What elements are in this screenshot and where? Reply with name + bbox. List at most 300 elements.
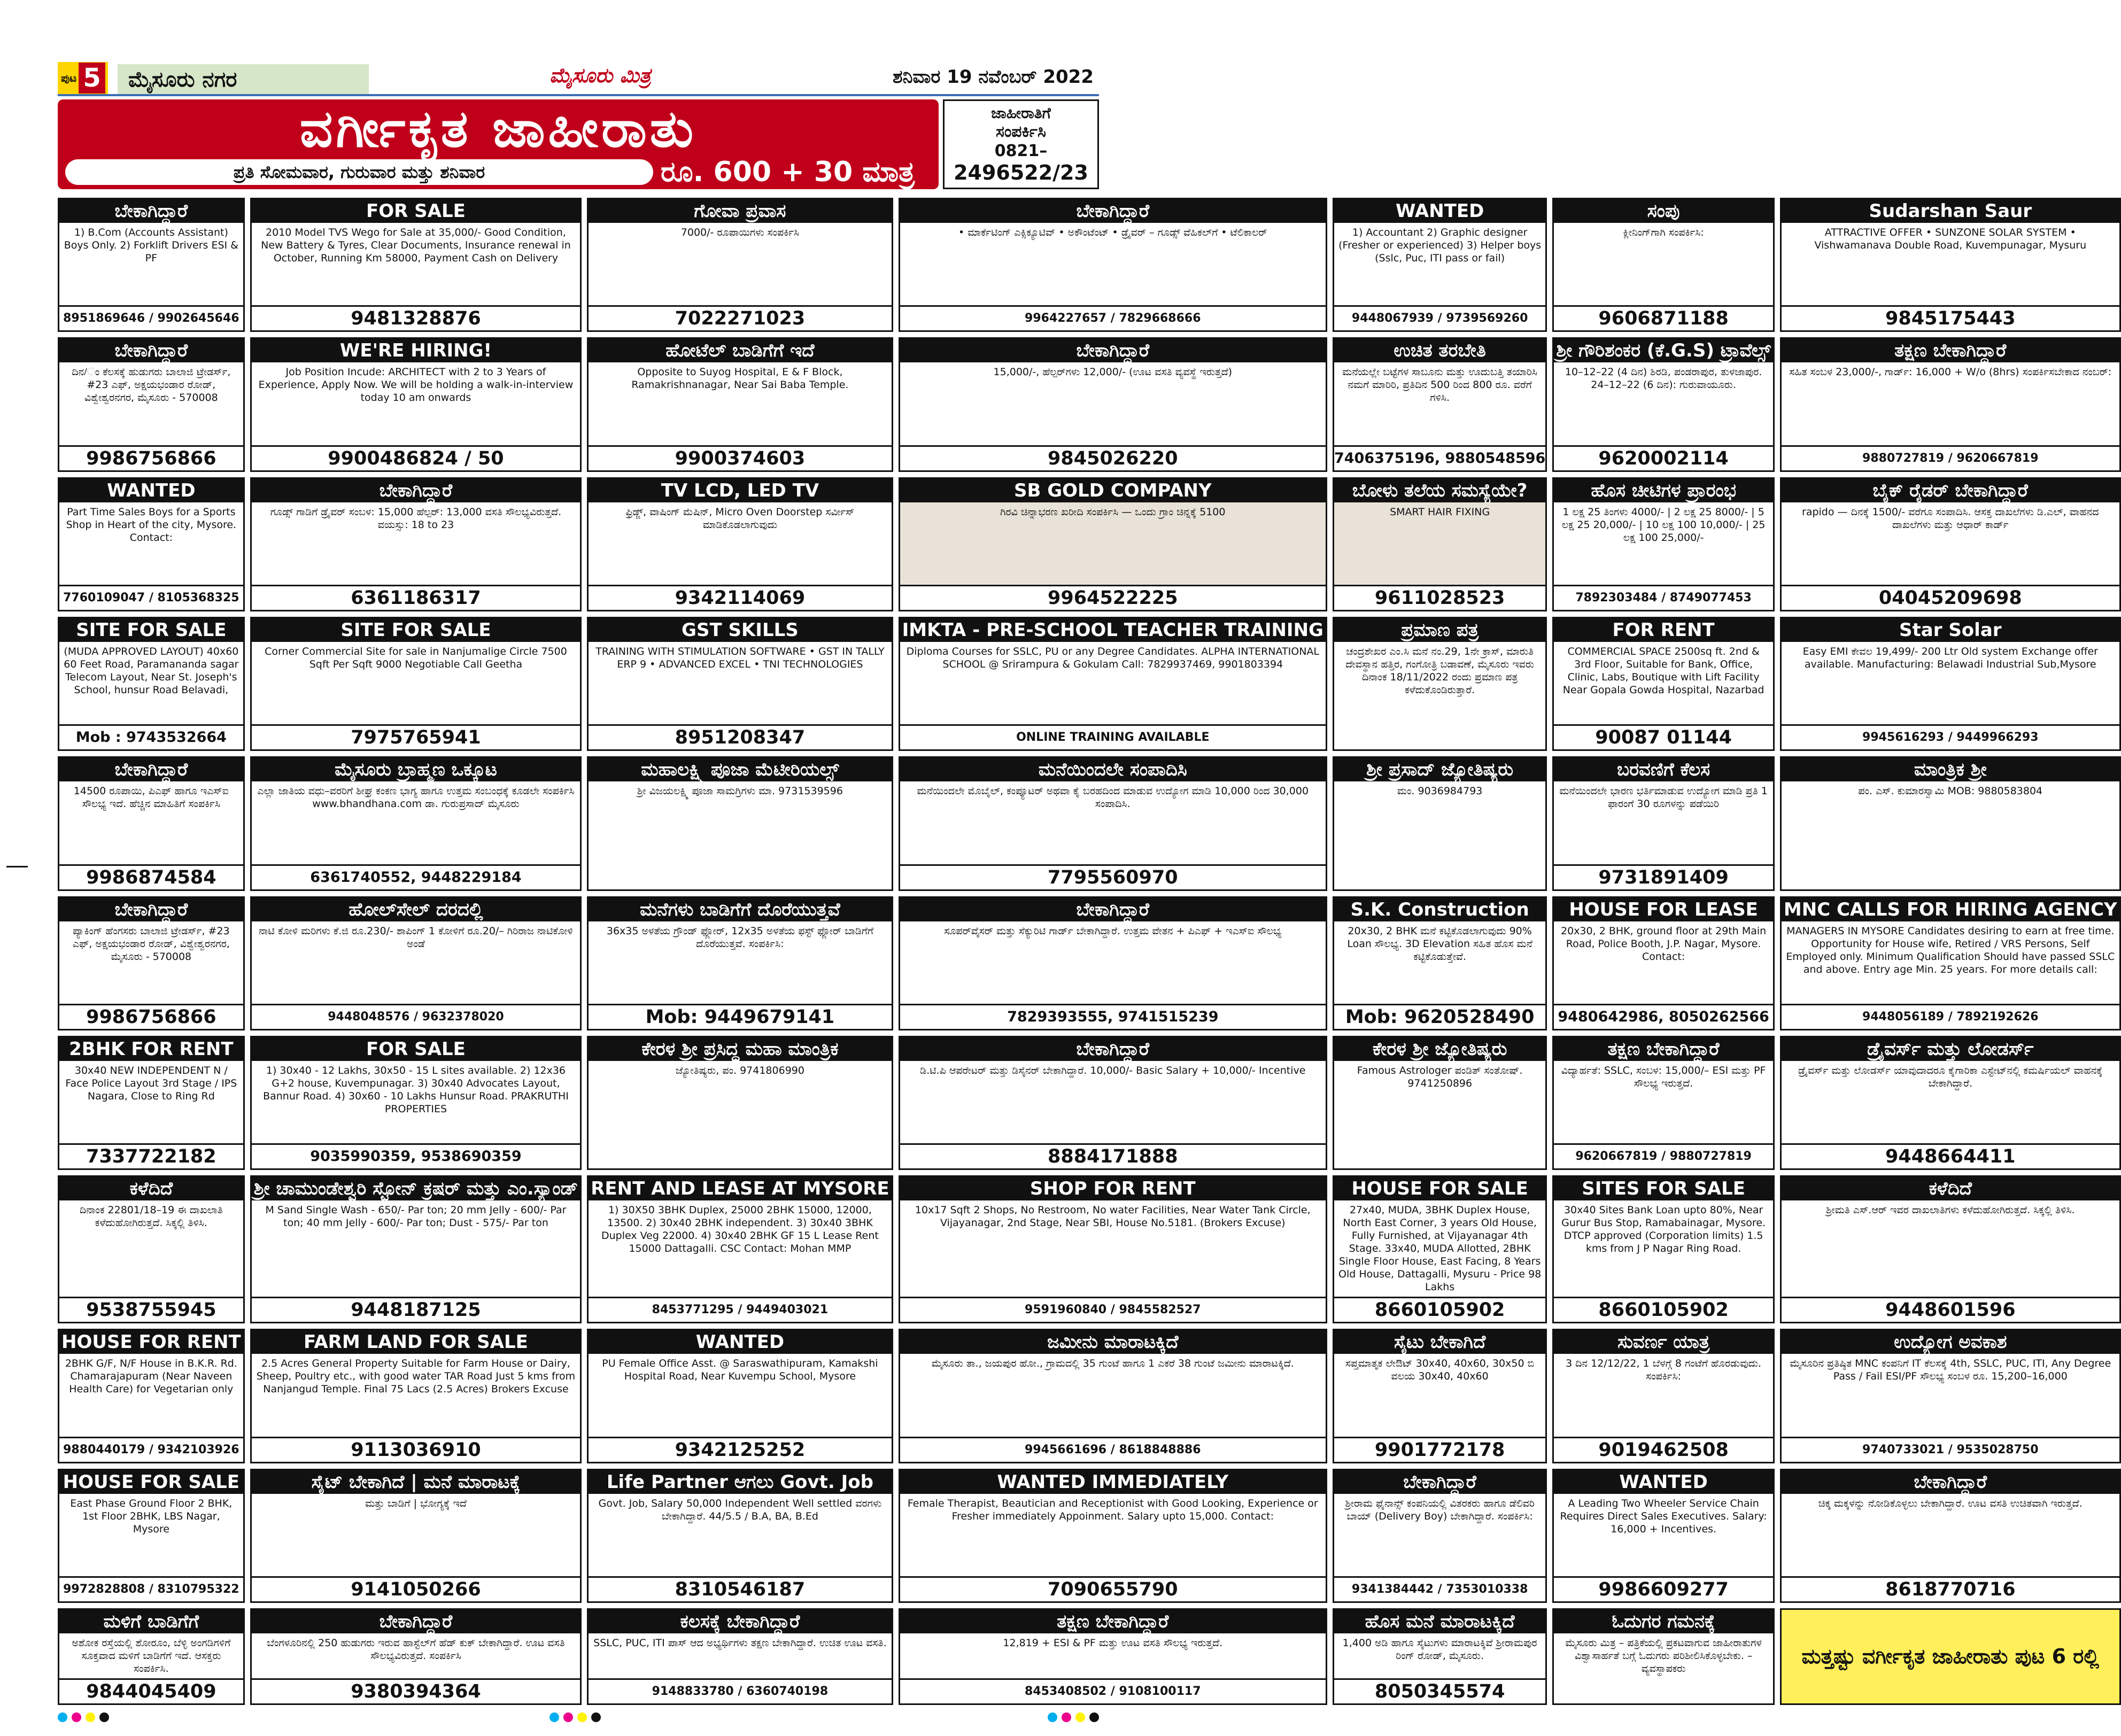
ad-phone: 9845026220 (900, 445, 1326, 470)
ad-phone: 9448187125 (252, 1297, 580, 1322)
print-registration-footer (58, 1710, 1099, 1726)
ad-phone: 8660105902 (1334, 1297, 1545, 1322)
ad-body: 14500 ರೂಪಾಯಿ, ಪಿಎಫ್ ಹಾಗೂ ಇಎಸ್‌ಐ ಸೌಲಭ್ಯ ಇದೆ. ಹೆಚ್ಚಿನ ಮಾಹಿತಿಗೆ ಸಂಪರ್ಕಿಸಿ (73, 785, 229, 810)
ad-phone: 04045209698 (1782, 585, 2119, 610)
ad-phone: 7760109047 / 8105368325 (59, 585, 243, 610)
ad-body: ಗೂಡ್ಸ್ ಗಾಡಿಗೆ ಡ್ರೈವರ್ ಸಂಬಳ: 15,000 ಹೆಲ್ಪರ್: 13,000 ವಸತಿ ಸೌಲಭ್ಯವಿರುತ್ತದೆ. ವಯಸ್ಸು: 18 to 23 (270, 506, 562, 531)
classified-ad (250, 896, 582, 1030)
classified-ad (250, 1608, 582, 1705)
classified-ad (1552, 756, 1775, 890)
classified-ad (1552, 198, 1775, 332)
classified-ad (250, 337, 582, 471)
classified-ad (58, 1329, 245, 1463)
ad-heading: WANTED (589, 1330, 891, 1354)
ad-phone: 9480642986, 8050262566 (1554, 1004, 1773, 1029)
ad-phone: 9964522225 (900, 585, 1326, 610)
ad-phone: 9880727819 / 9620667819 (1782, 445, 2119, 470)
ad-body: Part Time Sales Boys for a Sports Shop in Heart of the city, Mysore. Contact: (66, 506, 237, 544)
issue-date: ಶನಿವಾರ 19 ನವೆಂಬರ್ 2022 (893, 66, 1094, 88)
ad-heading: ಬೇಕಾಗಿದ್ದಾರೆ (252, 479, 580, 502)
ad-phone: 9448048576 / 9632378020 (252, 1004, 580, 1029)
ad-heading: ಗೋವಾ ಪ್ರವಾಸ (589, 199, 891, 223)
ad-body: 2BHK G/F, N/F House in B.K.R. Rd. Chamarajapuram (Near Naveen Health Care) for Vegetarian only (65, 1358, 237, 1396)
page-label: ಪುಟ (61, 72, 77, 84)
ad-phone: 7090655790 (900, 1576, 1326, 1601)
ad-body: rapido — ದಿನಕ್ಕೆ 1500/- ವರೆಗೂ ಸಂಪಾದಿಸಿ. ಆಸಕ್ತ ದಾಖಲೆಗಳು ಡಿ.ಎಲ್, ವಾಹನದ ದಾಖಲೆಗಳು ಮತ್ತು ಆಧಾರ್ ಕಾರ್ಡ್ (1802, 506, 2099, 531)
ad-heading: ಹೋಲ್‌ಸೇಲ್ ದರದಲ್ಲಿ (252, 898, 580, 921)
ad-phone: 9341384442 / 7353010338 (1334, 1576, 1545, 1601)
ad-phone: 9964227657 / 7829668666 (900, 305, 1326, 330)
ad-heading: ತಕ್ಷಣ ಬೇಕಾಗಿದ್ದಾರೆ (1782, 339, 2119, 362)
ad-heading: S.K. Construction (1334, 898, 1545, 921)
ad-body: ಪಂ. ಎಸ್. ಕುಮಾರಸ್ವಾಮಿ MOB: 9880583804 (1858, 785, 2043, 797)
ad-body: 1) 30X50 3BHK Duplex, 25000 2BHK 15000, 12000, 13500. 2) 30x40 2BHK independent. 3) 30x40 3BHK Duplex Veg 22000. 4) 30x40 2BHK GF 15 L Lease Rent 15000 Dattagalli. CSC Contact: Mohan MMP (601, 1204, 879, 1255)
ad-heading: WANTED (59, 479, 243, 502)
ad-body: SSLC, PUC, ITI ಪಾಸ್ ಆದ ಅಭ್ಯರ್ಥಿಗಳು ತಕ್ಷಣ ಬೇಕಾಗಿದ್ದಾರೆ. ಉಚಿತ ಊಟ ವಸತಿ. (593, 1637, 887, 1649)
ad-phone: 8050345574 (1334, 1678, 1545, 1703)
classified-ad (58, 198, 245, 332)
ad-phone: 9538755945 (59, 1297, 243, 1322)
ad-heading: ಕೇರಳ ಶ್ರೀ ಜ್ಯೋತಿಷ್ಯರು (1334, 1037, 1545, 1061)
ad-phone: 8660105902 (1554, 1297, 1773, 1322)
ad-heading: ಹೊಸ ಚೀಟಿಗಳ ಪ್ರಾರಂಭ (1554, 479, 1773, 502)
ad-body: 20x30, 2 BHK ಮನೆ ಕಟ್ಟಿಕೊಡಲಾಗುವುದು 90% Loan ಸೌಲಭ್ಯ. 3D Elevation ಸಹಿತ ಹೊಸ ಮನೆ ಕಟ್ಟಿಕೊಡುತ್ತೇವೆ. (1347, 925, 1532, 963)
classified-ad (1552, 477, 1775, 611)
ad-heading: ಡ್ರೈವರ್ಸ್ ಮತ್ತು ಲೋಡರ್ಸ್ (1782, 1037, 2119, 1061)
ad-heading: ಬೇಕಾಗಿದ್ದಾರೆ (900, 898, 1326, 921)
ad-phone: Mob: 9620528490 (1334, 1004, 1545, 1029)
classified-ad (1552, 1469, 1775, 1603)
ad-phone: 9740733021 / 9535028750 (1782, 1437, 2119, 1462)
page-number-badge (58, 62, 108, 94)
ad-heading: FOR SALE (252, 199, 580, 223)
classified-ad (1780, 1608, 2121, 1705)
classified-ad (587, 198, 893, 332)
ad-phone: 9900374603 (589, 445, 891, 470)
classified-ad (587, 1469, 893, 1603)
classified-ad (587, 337, 893, 471)
classified-ad (250, 477, 582, 611)
ad-body: 2010 Model TVS Wego for Sale at 35,000/- Good Condition, New Battery & Tyres, Clear Documents, Insurance renewal in October, Running Km 58000, Payment Cash on Delivery (261, 227, 571, 264)
classified-ad (250, 1175, 582, 1323)
classified-ad (587, 1329, 893, 1463)
classified-ads-grid (58, 198, 2117, 1705)
ad-body: ನಾಟಿ ಕೋಳಿ ಮರಿಗಳು ಕೆ.ಜಿ ರೂ.230/- ಶಾಪಿಂಗ್ 1 ಕೋಳಿಗೆ ರೂ.20/– ಗಿರಿರಾಜ ನಾಟಿಕೋಳಿ ಅಂಡೆ (259, 925, 573, 950)
classified-ad (587, 477, 893, 611)
classified-ad (1552, 1036, 1775, 1170)
classified-ad (58, 1175, 245, 1323)
classified-ad (899, 896, 1327, 1030)
ad-heading: FOR RENT (1554, 618, 1773, 642)
ad-phone: 9900486824 / 50 (252, 445, 580, 470)
ad-heading: HOUSE FOR SALE (59, 1470, 243, 1494)
ad-body: ಚಂದ್ರಶೇಖರ ಎಂ.ಸಿ ಮನೆ ನಂ.29, 1ನೇ ಕ್ರಾಸ್, ಮಾರುತಿ ದೇವಸ್ಥಾನ ಹತ್ತಿರ, ಗಂಗೋತ್ರಿ ಬಡಾವಣೆ, ಮೈಸೂರು ಇವರು ದಿನಾಂಕ 18/11/2022 ರಂದು ಪ್ರಮಾಣ ಪತ್ರ ಕಳೆದುಕೊಂಡಿರುತ್ತಾರೆ. (1345, 645, 1535, 696)
ad-body: Job Position Incude: ARCHITECT with 2 to 3 Years of Experience, Apply Now. We will be holding a walk-in-interview today 10 am onwards (258, 366, 574, 404)
ad-heading: RENT AND LEASE AT MYSORE (589, 1177, 891, 1200)
ad-body: ದಿನಾಂಕ 22801/18–19 ಈ ದಾಖಲಾತಿ ಕಳೆದುಹೋಗಿರುತ್ತದೆ. ಸಿಕ್ಕಲ್ಲಿ ತಿಳಿಸಿ. (79, 1204, 223, 1229)
ad-heading: ಮಳಿಗೆ ಬಾಡಿಗೆಗೆ (59, 1610, 243, 1633)
ad-body: ಮತ್ತಷ್ಟು ವರ್ಗೀಕೃತ ಜಾಹೀರಾತು ಪುಟ 6 ರಲ್ಲಿ (1782, 1610, 2119, 1703)
ad-body: ಮೈಸೂರು ತಾ., ಜಯಪುರ ಹೋ., ಗ್ರಾಮದಲ್ಲಿ 35 ಗುಂಟೆ ಹಾಗೂ 1 ಎಕರೆ 38 ಗುಂಟೆ ಜಮೀನು ಮಾರಾಟಕ್ಕಿದೆ. (931, 1358, 1294, 1370)
ad-heading: IMKTA - PRE-SCHOOL TEACHER TRAINING (900, 618, 1326, 642)
ad-heading: ಹೊಸ ಮನೆ ಮಾರಾಟಕ್ಕಿದೆ (1334, 1610, 1545, 1633)
ad-phone: 9380394364 (252, 1678, 580, 1703)
ad-body: COMMERCIAL SPACE 2500sq ft. 2nd & 3rd Floor, Suitable for Bank, Office, Clinic, Labs, Boutique with Lift Facility Near Gopala Gowda Hospital, Nazarbad (1562, 645, 1764, 696)
ad-body: SMART HAIR FIXING (1334, 502, 1545, 585)
ad-phone: 8453771295 / 9449403021 (589, 1297, 891, 1322)
ad-body: 1,400 ಅಡಿ ಹಾಗೂ ಸೈಟುಗಳು ಮಾರಾಟಕ್ಕಿವೆ ಶ್ರೀರಾಮಪುರ ರಿಂಗ್ ರೋಡ್, ಮೈಸೂರು. (1342, 1637, 1537, 1662)
ad-phone: 9986874584 (59, 864, 243, 889)
classified-ad (250, 198, 582, 332)
ad-body: 2.5 Acres General Property Suitable for Farm House or Dairy, Sheep, Poultry etc., with good water TAR Road Just 5 kms from Nanjangud Temple. Final 75 Lacs (2.5 Acres) Brokers Excuse (256, 1358, 576, 1396)
ad-body: Easy EMI ಕೇವಲ 19,499/- 200 Ltr Old system Exchange offer available. Manufacturing: Belawadi Industrial Sub,Mysore (1802, 645, 2098, 670)
ad-phone: 6361186317 (252, 585, 580, 610)
classified-ad (1333, 1036, 1547, 1170)
ad-body: ಪ್ಯಾಕಿಂಗ್ ಹೆಂಗಸರು ಬಾಲಾಜಿ ಟ್ರೇಡರ್ಸ್, #23 ಎಫ್, ಅಕ್ಷಯಭಂಡಾರ ರೋಡ್, ವಿಶ್ವೇಶ್ವರನಗರ, ಮೈಸೂರು - 570008 (72, 925, 230, 963)
ad-heading: SB GOLD COMPANY (900, 479, 1326, 502)
ad-heading: ಉಚಿತ ತರಬೇತಿ (1334, 339, 1545, 362)
ad-heading: TV LCD, LED TV (589, 479, 891, 502)
ad-body: Famous Astrologer ಪಂಡಿತ್ ಸಂತೋಷ್. 9741250896 (1357, 1064, 1523, 1089)
ad-heading: HOUSE FOR LEASE (1554, 898, 1773, 921)
ad-heading: ಶ್ರೀ ಪ್ರಸಾದ್ ಜ್ಯೋತಿಷ್ಯರು (1334, 758, 1545, 781)
classified-ad (250, 617, 582, 751)
ad-heading: Star Solar (1782, 618, 2119, 642)
ad-heading: ಬೇಕಾಗಿದ್ದಾರೆ (59, 898, 243, 921)
classified-ad (1780, 617, 2121, 751)
ad-heading: ಜಮೀನು ಮಾರಾಟಕ್ಕಿದೆ (900, 1330, 1326, 1354)
ad-phone: 8310546187 (589, 1576, 891, 1601)
classified-ad (250, 1329, 582, 1463)
classified-ad (1333, 337, 1547, 471)
classified-ad (1780, 198, 2121, 332)
ad-phone: 9448601596 (1782, 1297, 2119, 1322)
ad-heading: ಬೇಕಾಗಿದ್ದಾರೆ (59, 339, 243, 362)
ad-heading: WANTED (1554, 1470, 1773, 1494)
ad-heading: SHOP FOR RENT (900, 1177, 1326, 1200)
ad-heading: ಕೇರಳ ಶ್ರೀ ಪ್ರಸಿದ್ಧ ಮಹಾ ಮಾಂತ್ರಿಕ (589, 1037, 891, 1061)
ad-body: ಮತ್ತು ಬಾಡಿಗೆ | ಭೋಗ್ಯಕ್ಕೆ ಇದೆ (365, 1497, 467, 1509)
ad-heading: ಶ್ರೀ ಚಾಮುಂಡೇಶ್ವರಿ ಸ್ಟೋನ್ ಕ್ರಷರ್ ಮತ್ತು ಎಂ.ಸ್ಯಾಂಡ್ (252, 1177, 580, 1200)
ad-body: Govt. Job, Salary 50,000 Independent Well settled ವರಗಳು ಬೇಕಾಗಿದ್ದಾರೆ. 44/5.5 / B.A, BA, B.Ed (598, 1497, 882, 1522)
ad-phone: 7022271023 (589, 305, 891, 330)
classified-ad (587, 617, 893, 751)
classified-ad (587, 1175, 893, 1323)
ad-heading: ತಕ್ಷಣ ಬೇಕಾಗಿದ್ದಾರೆ (1554, 1037, 1773, 1061)
ad-phone: 8618770716 (1782, 1576, 2119, 1601)
ad-phone: 7337722182 (59, 1143, 243, 1168)
ad-heading: FOR SALE (252, 1037, 580, 1061)
ad-body: 30x40 Sites Bank Loan upto 80%, Near Gurur Bus Stop, Ramabainagar, Mysore. DTCP approved (Corporation limits) 1.5 kms from J P Nagar Ring Road. (1561, 1204, 1766, 1255)
ad-heading: GST SKILLS (589, 618, 891, 642)
ad-heading: ಬೈಕ್ ರೈಡರ್ ಬೇಕಾಗಿದ್ದಾರೆ (1782, 479, 2119, 502)
ad-body: 30x40 NEW INDEPENDENT N / Face Police Layout 3rd Stage / IPS Nagara, Close to Ring Rd (65, 1064, 237, 1102)
classified-ad (1333, 1175, 1547, 1323)
city-section-title: ಮೈಸೂರು ನಗರ (118, 64, 369, 94)
ad-phone: 6361740552, 9448229184 (252, 864, 580, 889)
ad-heading: ಬೇಕಾಗಿದ್ದಾರೆ (1782, 1470, 2119, 1494)
ad-body: ಮನೆಯಿಂದಲೇ ಮೊಬೈಲ್, ಕಂಪ್ಯೂಟರ್ ಅಥವಾ ಕೈ ಬರಹದಿಂದ ಮಾಡುವ ಉದ್ಯೋಗ ಮಾಡಿ 10,000 ರಿಂದ 30,000 ಸಂಪಾದಿಸಿ. (917, 785, 1309, 810)
classified-ad (1552, 1175, 1775, 1323)
ad-heading: ಕಳೆದಿದೆ (59, 1177, 243, 1200)
ad-heading: ಓದುಗರ ಗಮನಕ್ಕೆ (1554, 1610, 1773, 1633)
classified-ad (58, 617, 245, 751)
ad-phone: 9845175443 (1782, 305, 2119, 330)
classified-ad (1333, 896, 1547, 1030)
ad-phone: 9986756866 (59, 445, 243, 470)
ad-body: 7000/- ರೂಪಾಯಿಗಳು ಸಂಪರ್ಕಿಸಿ (680, 227, 800, 238)
ad-phone: 9342125252 (589, 1437, 891, 1462)
ad-heading: Sudarshan Saur (1782, 199, 2119, 223)
ad-body: ಗಿರವಿ ಚಿನ್ನಾಭರಣ ಖರೀದಿ ಸಂಪರ್ಕಿಸಿ — ಒಂದು ಗ್ರಾಂ ಚಿನ್ನಕ್ಕೆ 5100 (900, 502, 1326, 585)
ad-phone: 8951208347 (589, 724, 891, 749)
ad-phone: 9591960840 / 9845582527 (900, 1297, 1326, 1322)
ad-heading: ಬೇಕಾಗಿದ್ದಾರೆ (252, 1610, 580, 1633)
classified-ad (58, 756, 245, 890)
ad-phone: 9448056189 / 7892192626 (1782, 1004, 2119, 1029)
ad-heading: ಮನೆಗಳು ಬಾಡಿಗೆಗೆ ದೊರೆಯುತ್ತವೆ (589, 898, 891, 921)
ad-phone: 8453408502 / 9108100117 (900, 1678, 1326, 1703)
ad-body: ಶ್ರೀ ವಿಜಯಲಕ್ಷ್ಮಿ ಪೂಜಾ ಸಾಮಗ್ರಿಗಳು ಮಾ. 9731539596 (637, 785, 843, 797)
classified-ad (899, 617, 1327, 751)
ad-phone: 9035990359, 9538690359 (252, 1143, 580, 1168)
ad-body: Female Therapist, Beautician and Receptionist with Good Looking, Experience or Fresher immediately Appoinment. Salary upto 15,000. Contact: (907, 1497, 1318, 1522)
classified-ad (899, 337, 1327, 471)
ad-body: ಅಶೋಕ ರಸ್ತೆಯಲ್ಲಿ ಶೋರೂಂ, ಬೆಳ್ಳಿ ಅಂಗಡಿಗಳಿಗೆ ಸೂಕ್ತವಾದ ಮಳಿಗೆ ಬಾಡಿಗೆಗೆ ಇದೆ. ಆಸಕ್ತರು ಸಂಪರ್ಕಿಸಿ. (72, 1637, 231, 1675)
ad-phone: 9113036910 (252, 1437, 580, 1462)
ad-heading: ಸೈಟ್ ಬೇಕಾಗಿದೆ | ಮನೆ ಮಾರಾಟಕ್ಕೆ (252, 1470, 580, 1494)
ad-heading: ಹೋಟೆಲ್ ಬಾಡಿಗೆಗೆ ಇದೆ (589, 339, 891, 362)
ad-phone: 9731891409 (1554, 864, 1773, 889)
ad-body: ಮೈಸೂರಿನ ಪ್ರತಿಷ್ಠಿತ MNC ಕಂಪನಿಗೆ IT ಕೆಲಸಕ್ಕೆ 4th, SSLC, PUC, ITI, Any Degree Pass / Fail ESI/PF ಸೌಲಭ್ಯ ಸಂಬಳ ರೂ. 15,200–16,000 (1790, 1358, 2111, 1383)
classified-ad (58, 1469, 245, 1603)
ad-body: 10x17 Sqft 2 Shops, No Restroom, No water Facilities, Near Water Tank Circle, Vijayanagar, 2nd Stage, Near SBI, House No.5181. (Brokers Excuse) (915, 1204, 1311, 1229)
ad-body: 20x30, 2 BHK, ground floor at 29th Main Road, Police Booth, J.P. Nagar, Mysore. Contact: (1561, 925, 1767, 963)
ad-body: ಚಿಕ್ಕ ಮಕ್ಕಳನ್ನು ನೋಡಿಕೊಳ್ಳಲು ಬೇಕಾಗಿದ್ದಾರೆ. ಊಟ ವಸತಿ ಉಚಿತವಾಗಿ ಇರುತ್ತದೆ. (1818, 1497, 2083, 1509)
ad-body: ಎಲ್ಲಾ ಜಾತಿಯ ವಧು–ವರರಿಗೆ ಶೀಘ್ರ ಕಂಕಣ ಭಾಗ್ಯ ಹಾಗೂ ಉತ್ತಮ ಸಂಬಂಧಕ್ಕೆ ಕೂಡಲೇ ಸಂಪರ್ಕಿಸಿ www.bhandhana.com ಡಾ. ಗುರುಪ್ರಸಾದ್ ಮೈಸೂರು (257, 785, 575, 810)
ad-heading: ಪ್ರಮಾಣ ಪತ್ರ (1334, 618, 1545, 642)
ad-phone: 9448664411 (1782, 1143, 2119, 1168)
ad-heading: ಬೇಕಾಗಿದ್ದಾರೆ (59, 199, 243, 223)
ad-body: ಡ್ರೈವರ್ಸ್ ಮತ್ತು ಲೋಡರ್ಸ್ ಯಾವುದಾದರೂ ಕೈಗಾರಿಕಾ ಎಸ್ಟೇಟ್‌ನಲ್ಲಿ ಕಮರ್ಷಿಯಲ್ ವಾಹನಕ್ಕೆ ಬೇಕಾಗಿದ್ದಾರೆ. (1798, 1064, 2103, 1089)
ad-heading: WANTED IMMEDIATELY (900, 1470, 1326, 1494)
ad-heading: ಶ್ರೀ ಗೌರಿಶಂಕರ (ಕೆ.G.S) ಟ್ರಾವೆಲ್ಸ್ (1554, 339, 1773, 362)
ad-body: MANAGERS IN MYSORE Candidates desiring to earn at free time. Opportunity for House wife, Retired / VRS Persons, Self Employed only. Minimum Qualification Should have passed SSLC and above. Entry age Min. 25 years. For more details call: (1786, 925, 2115, 975)
ad-body: ಮೈಸೂರು ಮಿತ್ರ – ಪತ್ರಿಕೆಯಲ್ಲಿ ಪ್ರಕಟವಾಗುವ ಜಾಹೀರಾತುಗಳ ವಿಶ್ವಾಸಾರ್ಹತೆ ಬಗ್ಗೆ ಓದುಗರು ಪರಿಶೀಲಿಸಿಕೊಳ್ಳಬೇಕು. –ವ್ಯವಸ್ಥಾಪಕರು (1565, 1637, 1762, 1675)
ad-phone: 9342114069 (589, 585, 891, 610)
ad-heading: HOUSE FOR RENT (59, 1330, 243, 1354)
ad-phone: 8951869646 / 9902645646 (59, 305, 243, 330)
ad-body: ಫ್ರಿಡ್ಜ್, ವಾಷಿಂಗ್ ಮೆಷಿನ್, Micro Oven Doorstep ಸರ್ವೀಸ್ ಮಾಡಿಕೊಡಲಾಗುವುದು (625, 506, 855, 531)
classified-ad (1780, 896, 2121, 1030)
classified-ad (1780, 1036, 2121, 1170)
banner-subtitle: ಪ್ರತಿ ಸೋಮವಾರ, ಗುರುವಾರ ಮತ್ತು ಶನಿವಾರ (65, 159, 653, 185)
ad-heading: ಬರವಣಿಗೆ ಕೆಲಸ (1554, 758, 1773, 781)
ad-phone: 9611028523 (1334, 585, 1545, 610)
ad-body: ಶ್ರೀಮತಿ ಎಸ್.ಆರ್ ಇವರ ದಾಖಲಾತಿಗಳು ಕಳೆದುಹೋಗಿರುತ್ತದೆ. ಸಿಕ್ಕಲ್ಲಿ ತಿಳಿಸಿ. (1826, 1204, 2075, 1216)
ad-body: A Leading Two Wheeler Service Chain Requires Direct Sales Executives. Salary: 16,000 + Incentives. (1560, 1497, 1767, 1535)
ad-phone: ONLINE TRAINING AVAILABLE (900, 724, 1326, 749)
ad-phone: 9880440179 / 9342103926 (59, 1437, 243, 1462)
contact-line-3: 0821– (994, 142, 1048, 160)
ad-heading: ಬೇಕಾಗಿದ್ದಾರೆ (900, 1037, 1326, 1061)
ad-heading: ಸೈಟು ಬೇಕಾಗಿದೆ (1334, 1330, 1545, 1354)
ad-heading: FARM LAND FOR SALE (252, 1330, 580, 1354)
classified-ad (899, 1469, 1327, 1603)
ad-heading: 2BHK FOR RENT (59, 1037, 243, 1061)
contact-line-2: ಸಂಪರ್ಕಿಸಿ (996, 122, 1046, 141)
banner-title: ವರ್ಗೀಕೃತ ಜಾಹೀರಾತು (299, 98, 697, 159)
ad-phone: 9986609277 (1554, 1576, 1773, 1601)
classified-ad (58, 1608, 245, 1705)
classified-ad (1552, 896, 1775, 1030)
ad-heading: SITES FOR SALE (1554, 1177, 1773, 1200)
classified-ad (899, 1175, 1327, 1323)
ad-heading: ಮಾಂತ್ರಿಕ ಶ್ರೀ (1782, 758, 2119, 781)
classified-ad (1333, 756, 1547, 890)
ad-body: (MUDA APPROVED LAYOUT) 40x60 60 Feet Road, Paramananda sagar Telecom Layout, Near St. Joseph's School, hunsur Road Belavadi, (64, 645, 239, 696)
ad-body: ವಿದ್ಯಾರ್ಹತೆ: SSLC, ಸಂಬಳ: 15,000/– ESI ಮತ್ತು PF ಸೌಲಭ್ಯ ಇರುತ್ತದೆ. (1561, 1064, 1766, 1089)
masthead-bar (58, 59, 1099, 96)
classified-ad (250, 1036, 582, 1170)
classified-ad (587, 896, 893, 1030)
ad-phone: 7829393555, 9741515239 (900, 1004, 1326, 1029)
classified-ad (1780, 756, 2121, 890)
ad-phone: 9620002114 (1554, 445, 1773, 470)
ad-heading: ಬೋಳು ತಲೆಯ ಸಮಸ್ಯೆಯೇ? (1334, 479, 1545, 502)
ad-body: 36x35 ಅಳತೆಯ ಗ್ರೌಂಡ್ ಫ್ಲೋರ್, 12x35 ಅಳತೆಯ ಫಸ್ಟ್ ಫ್ಲೋರ್ ಬಾಡಿಗೆಗೆ ದೊರೆಯುತ್ತವೆ. ಸಂಪರ್ಕಿಸಿ: (606, 925, 873, 950)
ad-heading: ಮನೆಯಿಂದಲೇ ಸಂಪಾದಿಸಿ (900, 758, 1326, 781)
ad-heading: MNC CALLS FOR HIRING AGENCY (1782, 898, 2119, 921)
ad-phone: 9448067939 / 9739569260 (1334, 305, 1545, 330)
ad-phone: 9901772178 (1334, 1437, 1545, 1462)
ad-body: 15,000/-, ಹೆಲ್ಪರ್‌ಗಳು 12,000/- (ಊಟ ವಸತಿ ವ್ಯವಸ್ಥೆ ಇರುತ್ತದೆ) (993, 366, 1233, 378)
classified-ad (58, 896, 245, 1030)
classified-ad (899, 1329, 1327, 1463)
classified-ad (1333, 1329, 1547, 1463)
ad-heading: ಕಲಸಕ್ಕೆ ಬೇಕಾಗಿದ್ದಾರೆ (589, 1610, 891, 1633)
ad-body: ದಿನ/ಂ ಕೆಲಸಕ್ಕೆ ಹುಡುಗರು ಬಾಲಾಜಿ ಟ್ರೇಡರ್ಸ್, #23 ಎಫ್, ಅಕ್ಷಯಭಂಡಾರ ರೋಡ್, ವಿಶ್ವೇಶ್ವರನಗರ, ಮೈಸೂರು - 570008 (72, 366, 231, 404)
ad-body: ಸಹಿತ ಸಂಬಳ 23,000/-, ಗಾರ್ಡ್: 16,000 + W/o (8hrs) ಸಂಪರ್ಕಿಸಬೇಕಾದ ನಂಬರ್: (1789, 366, 2112, 378)
ad-body: Corner Commercial Site for sale in Nanjumalige Circle 7500 Sqft Per Sqft 9000 Negotiable Call Geetha (265, 645, 567, 670)
banner-price: ರೂ. 600 + 30 ಮಾತ್ರ (661, 156, 915, 188)
ad-heading: WANTED (1334, 199, 1545, 223)
ad-body: 12,819 + ESI & PF ಮತ್ತು ಊಟ ವಸತಿ ಸೌಲಭ್ಯ ಇರುತ್ತದೆ. (1003, 1637, 1223, 1649)
paper-logo: ಮೈಸೂರು ಮಿತ್ರ (549, 63, 651, 87)
ad-phone: 7892303484 / 8749077453 (1554, 585, 1773, 610)
ad-phone: Mob: 9449679141 (589, 1004, 891, 1029)
page-number: 5 (79, 63, 105, 94)
ad-phone: 9481328876 (252, 305, 580, 330)
ad-body: M Sand Single Wash - 650/- Par ton; 20 mm Jelly - 600/- Par ton; 40 mm Jelly - 600/- Par ton; Dust - 575/- Par ton (265, 1204, 567, 1229)
ad-body: 1) B.Com (Accounts Assistant) Boys Only. 2) Forklift Drivers ESI & PF (64, 227, 238, 264)
registration-dots-center (549, 1712, 601, 1722)
classified-ad (899, 756, 1327, 890)
ad-body: ATTRACTIVE OFFER • SUNZONE SOLAR SYSTEM • Vishwamanava Double Road, Kuvempunagar, Mysuru (1814, 227, 2087, 251)
classified-ad (1780, 1175, 2121, 1323)
classified-ad (1552, 1608, 1775, 1705)
ad-body: 1) Accountant 2) Graphic designer (Fresher or experienced) 3) Helper boys (Sslc, Puc, ITI pass or fail) (1338, 227, 1542, 264)
ad-heading: ಬೇಕಾಗಿದ್ದಾರೆ (59, 758, 243, 781)
margin-mark (6, 866, 28, 867)
ad-body: TRAINING WITH STIMULATION SOFTWARE • GST IN TALLY ERP 9 • ADVANCED EXCEL • TNI TECHNOLOGIES (595, 645, 885, 670)
classified-ad (1333, 1469, 1547, 1603)
ad-body: ಕ್ಲೀನಿಂಗ್‌ಗಾಗಿ ಸಂಪರ್ಕಿಸಿ: (1623, 227, 1704, 238)
ad-body: ಸೂಪರ್‌ವೈಸರ್ ಮತ್ತು ಸೆಕ್ಯುರಿಟಿ ಗಾರ್ಡ್ ಬೇಕಾಗಿದ್ದಾರೆ. ಉತ್ತಮ ವೇತನ + ಪಿಎಫ್ + ಇಎಸ್‌ಐ ಸೌಲಭ್ಯ (944, 925, 1282, 937)
ad-heading: ಬೇಕಾಗಿದ್ದಾರೆ (900, 339, 1326, 362)
contact-phone: 2496522/23 (954, 161, 1088, 184)
ad-phone: 8884171888 (900, 1143, 1326, 1168)
ad-phone: 9620667819 / 9880727819 (1554, 1143, 1773, 1168)
ad-heading: ಬೇಕಾಗಿದ್ದಾರೆ (1334, 1470, 1545, 1494)
ad-body: ಜ್ಯೋತಿಷ್ಯರು, ಪಂ. 9741806990 (675, 1064, 804, 1076)
classified-ad (1780, 477, 2121, 611)
ad-body: 27x40, MUDA, 3BHK Duplex House, North East Corner, 3 years Old House, Fully Furnished, at Vijayanagar 4th Stage. 33x40, MUDA Allotted, 2BHK Single Floor House, East Facing, 8 Years Old House, Dattagalli, Mysuru - Price 98 Lakhs (1338, 1204, 1542, 1293)
ad-heading: ಸುವರ್ಣ ಯಾತ್ರ (1554, 1330, 1773, 1354)
ad-phone: 9972828808 / 8310795322 (59, 1576, 243, 1601)
ad-heading: SITE FOR SALE (252, 618, 580, 642)
classified-ad (587, 756, 893, 890)
ad-phone: 9945616293 / 9449966293 (1782, 724, 2119, 749)
ad-heading: SITE FOR SALE (59, 618, 243, 642)
ad-body: ಮನೆಯಲ್ಲೇ ಬಟ್ಟೆಗಳ ಸಾಬೂನು ಮತ್ತು ಊದುಬತ್ತಿ ತಯಾರಿಸಿ ನಮಗೆ ಮಾರಿರಿ, ಪ್ರತಿದಿನ 500 ರಿಂದ 800 ರೂ. ವರೆಗೆ ಗಳಿಸಿ. (1342, 366, 1538, 404)
ad-body: East Phase Ground Floor 2 BHK, 1st Floor 2BHK, LBS Nagar, Mysore (70, 1497, 233, 1535)
classified-ad (1333, 477, 1547, 611)
ad-heading: ಮೈಸೂರು ಬ್ರಾಹ್ಮಣ ಒಕ್ಕೂಟ (252, 758, 580, 781)
classified-ad (58, 337, 245, 471)
ad-phone: 9986756866 (59, 1004, 243, 1029)
classified-ad (899, 1608, 1327, 1705)
classified-ad (58, 1036, 245, 1170)
ad-phone: 90087 01144 (1554, 724, 1773, 749)
classified-ad (1780, 337, 2121, 471)
ad-phone: 9844045409 (59, 1678, 243, 1703)
ad-phone: 7406375196, 9880548596 (1334, 445, 1545, 470)
ad-body: 1) 30x40 - 12 Lakhs, 30x50 - 15 L sites available. 2) 12x36 G+2 house, Kuvempunagar. 3) 30x40 Advocates Layout, Bannur Road. 4) 30x60 - 10 Lakhs Hunsur Road. PRAKRUTHI PROPERTIES (263, 1064, 569, 1115)
ad-heading: Life Partner ಆಗಲು Govt. Job (589, 1470, 891, 1494)
ad-heading: ಮಹಾಲಕ್ಷ್ಮಿ ಪೂಜಾ ಮೆಟೀರಿಯಲ್ಸ್ (589, 758, 891, 781)
ad-phone: 9019462508 (1554, 1437, 1773, 1462)
classifieds-banner (58, 99, 939, 189)
ad-heading: ಬೇಕಾಗಿದ್ದಾರೆ (900, 199, 1326, 223)
classified-ad (1333, 198, 1547, 332)
classified-ad (1552, 337, 1775, 471)
ad-body: ಶ್ರೀರಾಮ ಫೈನಾನ್ಸ್ ಕಂಪನಿಯಲ್ಲಿ ವಿತರಕರು ಹಾಗೂ ಡೆಲಿವರಿ ಬಾಯ್ (Delivery Boy) ಬೇಕಾಗಿದ್ದಾರೆ. ಸಂಪರ್ಕಿಸಿ: (1345, 1497, 1535, 1522)
ad-body: PU Female Office Asst. @ Saraswathipuram, Kamakshi Hospital Road, Near Kuvempu School, Mysore (602, 1358, 878, 1383)
ad-body: Opposite to Suyog Hospital, E & F Block, Ramakrishnanagar, Near Sai Baba Temple. (631, 366, 849, 391)
contact-line-1: ಜಾಹೀರಾತಿಗೆ (991, 104, 1051, 122)
classified-ad (1780, 1329, 2121, 1463)
classified-ad (58, 477, 245, 611)
classified-ad (899, 198, 1327, 332)
ad-body: 10–12–22 (4 ದಿನ) ಶಿರಡಿ, ಪಂಡರಾಪುರ, ತುಳಜಾಪುರ. 24–12–22 (6 ದಿನ): ಗುರುವಾಯೂರು. (1565, 366, 1762, 391)
ad-body: • ಮಾರ್ಕೆಟಿಂಗ್ ಎಕ್ಸಿಕ್ಯೂಟಿವ್ • ಅಕೌಂಟೆಂಟ್ • ಡ್ರೈವರ್ – ಗೂಡ್ಸ್ ವೆಹಿಕಲ್‌ಗೆ • ಟೆಲಿಕಾಲರ್ (958, 227, 1267, 238)
ad-phone: Mob : 9743532664 (59, 724, 243, 749)
ad-phone: 9141050266 (252, 1576, 580, 1601)
ad-heading: WE'RE HIRING! (252, 339, 580, 362)
ad-phone: 9148833780 / 6360740198 (589, 1678, 891, 1703)
ad-body: 1 ಲಕ್ಷ 25 ತಿಂಗಳು 4000/- | 2 ಲಕ್ಷ 25 8000/- | 5 ಲಕ್ಷ 25 20,000/- | 10 ಲಕ್ಷ 100 10,000/- | 25 ಲಕ್ಷ 100 25,000/- (1561, 506, 1766, 544)
classified-ad (1333, 1608, 1547, 1705)
ad-body: 3 ದಿನ 12/12/22, 1 ಬೆಳಗ್ಗೆ 8 ಗಂಟೆಗೆ ಹೊರಡುವುದು. ಸಂಪರ್ಕಿಸಿ: (1566, 1358, 1762, 1383)
registration-dots-left (58, 1712, 109, 1722)
ad-body: ಮಂ. 9036984793 (1397, 785, 1483, 797)
ad-heading: HOUSE FOR SALE (1334, 1177, 1545, 1200)
classified-ad (1780, 1469, 2121, 1603)
ad-heading: ತಕ್ಷಣ ಬೇಕಾಗಿದ್ದಾರೆ (900, 1610, 1326, 1633)
classified-ad (1552, 617, 1775, 751)
ad-phone: 7795560970 (900, 864, 1326, 889)
